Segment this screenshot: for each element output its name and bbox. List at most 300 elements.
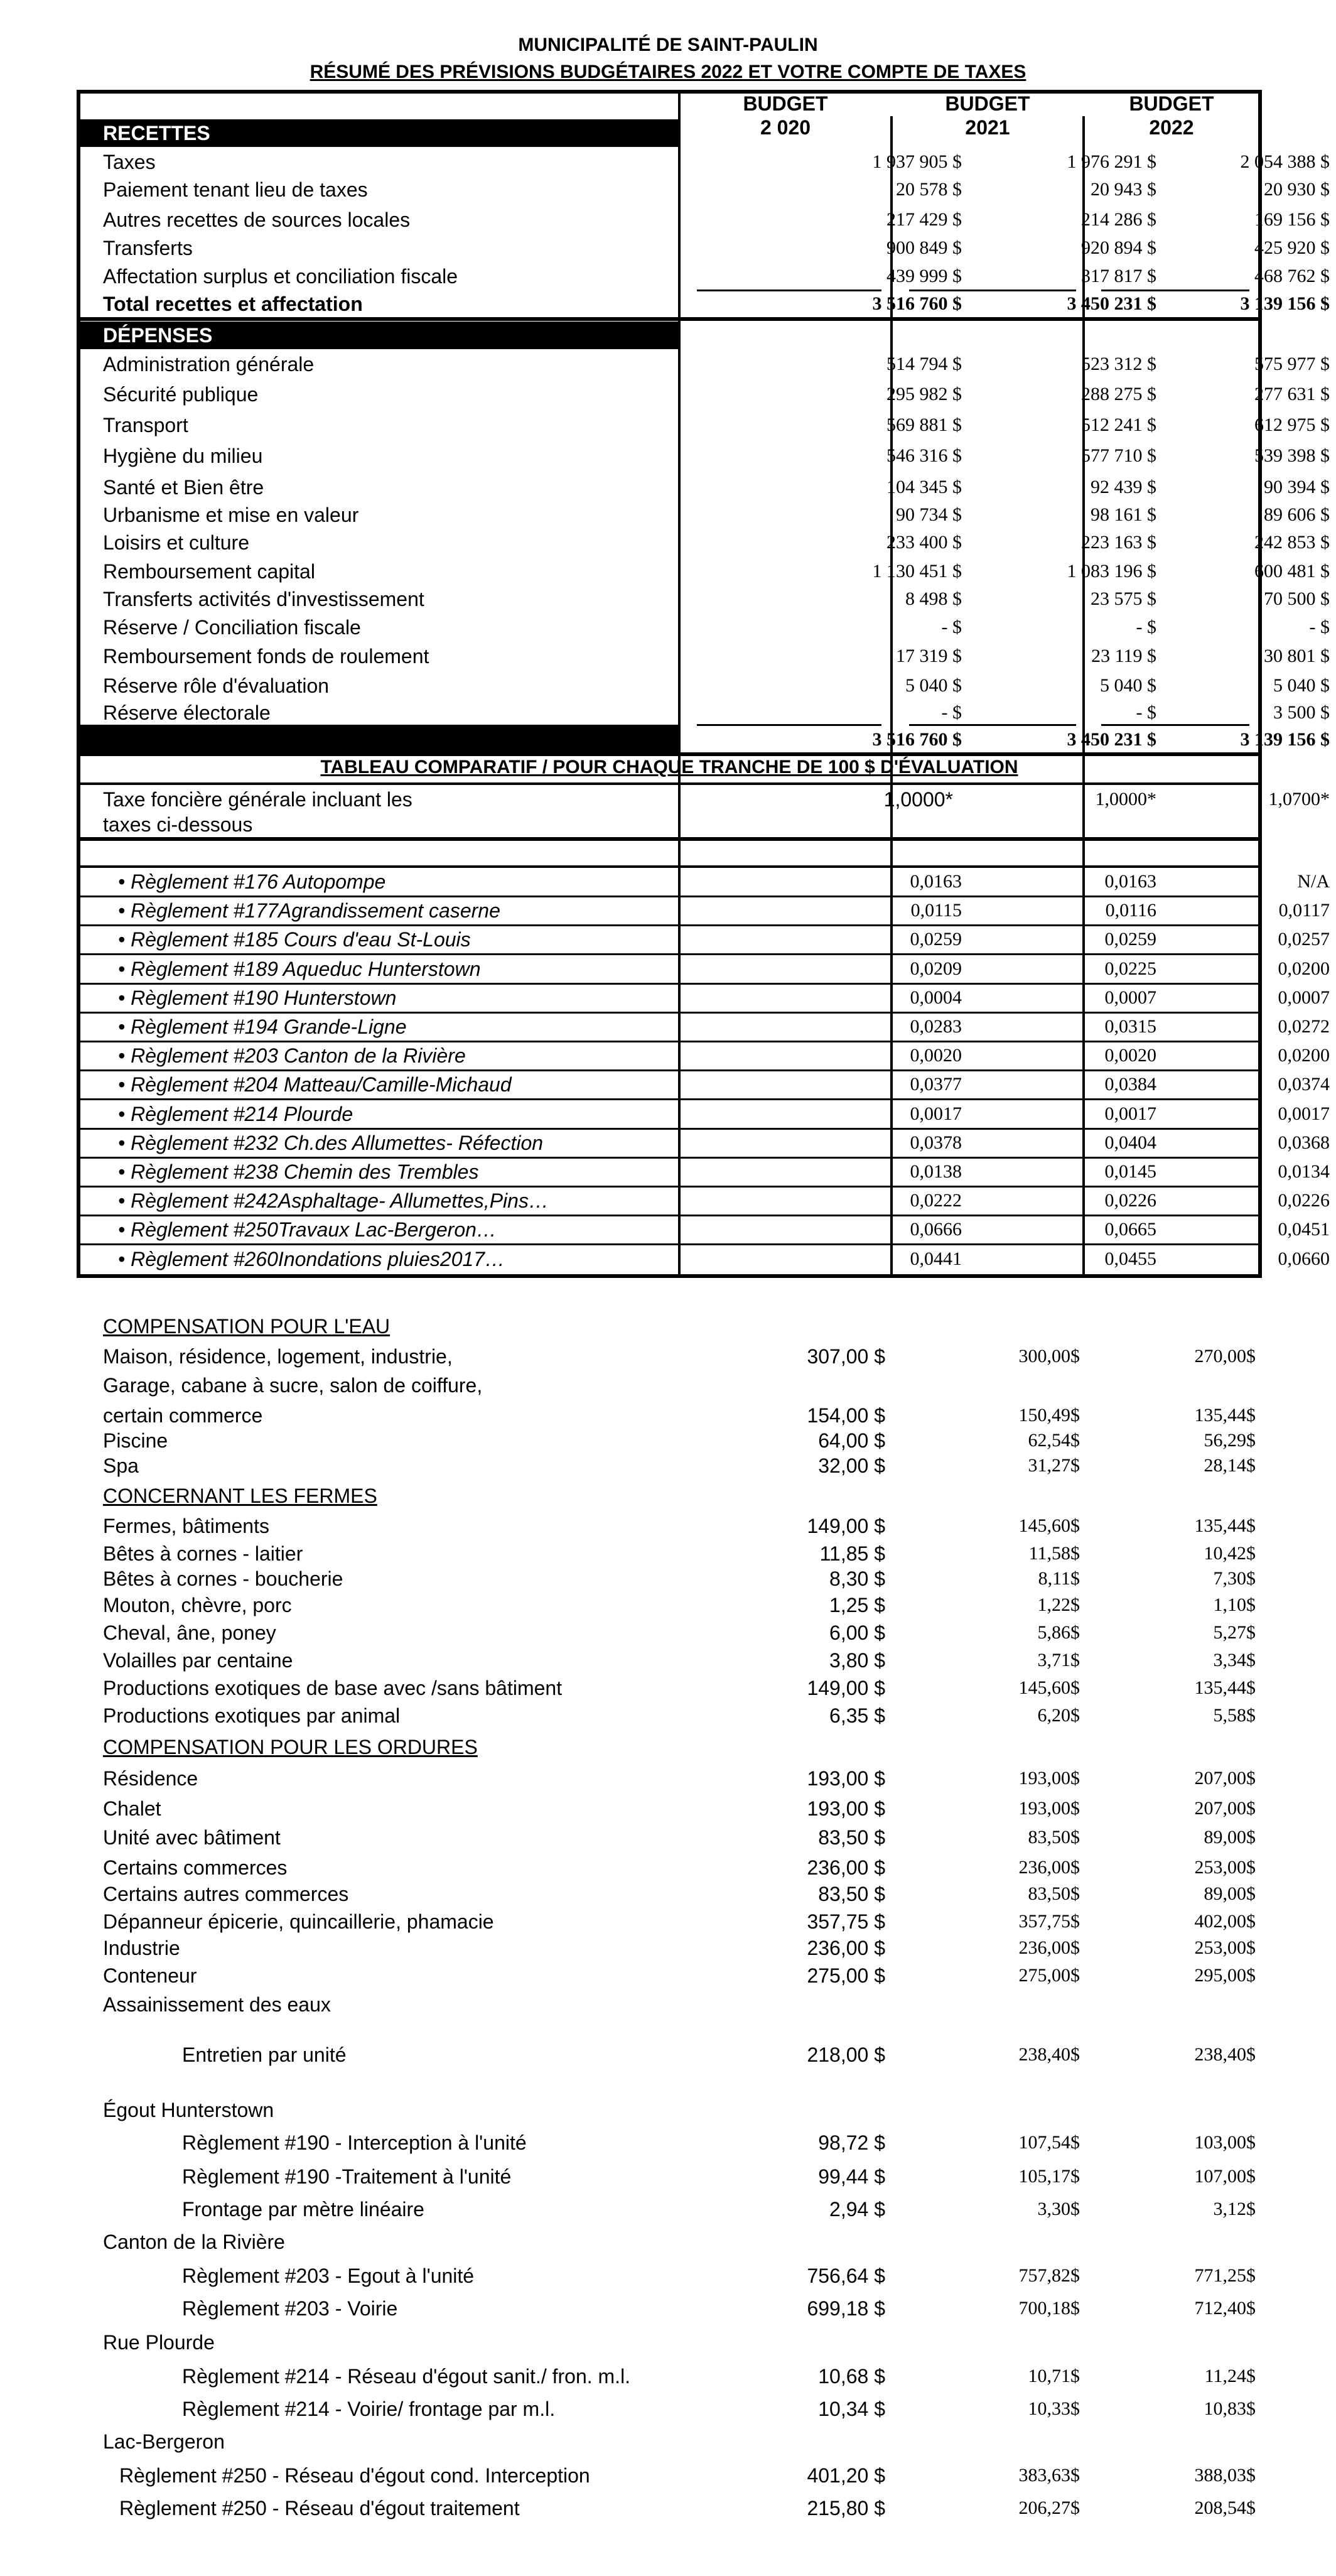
row-value: 3 516 760 $: [872, 729, 962, 750]
row-value: 1,25 $: [829, 1594, 885, 1616]
row-value: 712,40$: [1194, 2298, 1256, 2319]
row-value: 5 040 $: [1273, 675, 1330, 696]
row-value: 10,42$: [1204, 1543, 1256, 1564]
reglement-row: [80, 984, 1330, 1012]
row-value: 0,0368: [1278, 1132, 1330, 1153]
recettes-row: [80, 234, 1330, 262]
row-label: Loisirs et culture: [103, 531, 249, 554]
row-value: 3,12$: [1213, 2199, 1256, 2219]
compensation-row: [0, 1564, 1336, 1594]
row-value: 0,0441: [910, 1248, 962, 1269]
depenses-row: [80, 558, 1330, 585]
row-value: 17 319 $: [896, 646, 962, 666]
row-value: 539 398 $: [1254, 445, 1330, 466]
row-label: Santé et Bien être: [103, 476, 264, 499]
row-label: Unité avec bâtiment: [103, 1826, 281, 1849]
row-label: Frontage par mètre linéaire: [182, 2198, 424, 2221]
row-value: 83,50 $: [818, 1883, 885, 1905]
row-value: 90 394 $: [1264, 477, 1330, 497]
row-value: 20 943 $: [1091, 179, 1156, 200]
row-value: 0,0374: [1278, 1074, 1330, 1095]
compensation-row: [0, 1511, 1336, 1541]
reglement-row: [80, 1129, 1330, 1157]
row-value: 193,00 $: [807, 1767, 885, 1790]
row-label: Règlement #203 - Voirie: [182, 2297, 398, 2320]
row-value: 89,00$: [1204, 1827, 1256, 1848]
row-value: 383,63$: [1018, 2465, 1080, 2486]
depenses-heading: DÉPENSES: [80, 322, 680, 349]
row-label: Conteneur: [103, 1964, 197, 1987]
row-value: N/A: [1297, 871, 1330, 892]
row-value: - $: [941, 702, 962, 723]
row-value: 3,34$: [1213, 1650, 1256, 1670]
compensation-row: [0, 2194, 1336, 2224]
compensation-row: [0, 2394, 1336, 2424]
row-value: 1 976 291 $: [1067, 151, 1156, 172]
row-label: CONCERNANT LES FERMES: [103, 1485, 377, 1507]
reglement-row: [80, 1042, 1330, 1069]
compensation-row: [0, 1907, 1336, 1937]
row-value: 149,00 $: [807, 1515, 885, 1537]
row-value: 236,00 $: [807, 1856, 885, 1879]
compensation-row: [0, 1822, 1336, 1853]
row-label: Règlement #250 - Réseau d'égout cond. Interception: [119, 2464, 590, 2487]
row-value: 0,0115: [910, 900, 962, 921]
reglement-row: [80, 868, 1330, 896]
reglement-row: [80, 955, 1330, 983]
row-value: 1,10$: [1213, 1594, 1256, 1615]
row-value: 575 977 $: [1254, 354, 1330, 374]
row-value: 236,00$: [1018, 1937, 1080, 1958]
row-value: 0,0404: [1104, 1132, 1156, 1153]
compensation-row: [0, 1763, 1336, 1794]
row-value: 99,44 $: [818, 2165, 885, 2188]
row-label: • Règlement #194 Grande-Ligne: [118, 1015, 407, 1038]
row-value: 3 500 $: [1273, 702, 1330, 723]
row-value: 6,35 $: [829, 1704, 885, 1727]
row-value: 514 794 $: [886, 354, 962, 374]
row-value: 0,0007: [1104, 987, 1156, 1008]
row-value: 11,85 $: [819, 1542, 885, 1565]
row-value: 0,0116: [1105, 900, 1156, 921]
row-value: 295,00$: [1194, 1965, 1256, 1986]
row-value: 1,22$: [1037, 1594, 1080, 1615]
row-label: Bêtes à cornes - boucherie: [103, 1567, 343, 1590]
row-value: 5,86$: [1037, 1622, 1080, 1643]
row-value: 0,0272: [1278, 1016, 1330, 1037]
row-divider: [77, 837, 1262, 841]
row-value: 0,0200: [1278, 1045, 1330, 1066]
row-label: Rue Plourde: [103, 2331, 215, 2354]
row-value: 0,0134: [1278, 1161, 1330, 1182]
row-label: Transferts: [103, 237, 193, 259]
row-value: 0,0017: [1104, 1103, 1156, 1124]
row-value: 0,0283: [910, 1016, 962, 1037]
column-header-2021: BUDGET 2021: [945, 92, 1030, 139]
row-value: 10,34 $: [818, 2398, 885, 2420]
row-value: 7,30$: [1213, 1568, 1256, 1589]
row-value: 512 241 $: [1081, 414, 1156, 435]
row-value: 0,0222: [910, 1190, 962, 1211]
row-value: 154,00 $: [807, 1404, 885, 1427]
column-header-2022: BUDGET 2022: [1129, 92, 1214, 139]
reglement-row: [80, 1013, 1330, 1041]
row-value: 425 920 $: [1254, 237, 1330, 258]
row-value: - $: [1309, 617, 1330, 637]
depenses-row: [80, 411, 1330, 439]
row-label: • Règlement #177Agrandissement caserne: [118, 899, 500, 922]
row-value: 0,0020: [1104, 1045, 1156, 1066]
row-label: Assainissement des eaux: [103, 1993, 331, 2016]
row-label: • Règlement #242Asphaltage- Allumettes,Pins…: [118, 1189, 549, 1212]
row-value: 546 316 $: [886, 445, 962, 466]
row-label: Urbanisme et mise en valeur: [103, 504, 359, 526]
row-value: 62,54$: [1028, 1430, 1080, 1451]
row-label: Lac-Bergeron: [103, 2430, 225, 2453]
row-label: Productions exotiques par animal: [103, 1704, 401, 1727]
row-value: 0,0017: [1278, 1103, 1330, 1124]
row-value: 3 450 231 $: [1067, 293, 1156, 314]
row-value: 238,40$: [1194, 2044, 1256, 2065]
row-value: 275,00$: [1018, 1965, 1080, 1986]
row-label: COMPENSATION POUR L'EAU: [103, 1315, 391, 1338]
comparatif-heading: TABLEAU COMPARATIF / POUR CHAQUE TRANCHE DE 100 $ D'ÉVALUATION: [320, 757, 1018, 777]
page-subtitle: RÉSUMÉ DES PRÉVISIONS BUDGÉTAIRES 2022 ET VOTRE COMPTE DE TAXES: [310, 62, 1026, 82]
recettes-row: [80, 176, 1330, 203]
row-value: 3 139 156 $: [1240, 293, 1330, 314]
compensation-row: [0, 2128, 1336, 2158]
row-value: 0,0259: [910, 929, 962, 950]
row-label: Garage, cabane à sucre, salon de coiffure,: [103, 1374, 483, 1397]
depenses-row: [80, 350, 1330, 378]
row-value: 401,20 $: [807, 2464, 885, 2487]
row-value: 20 930 $: [1264, 179, 1330, 200]
row-value: 10,33$: [1028, 2398, 1080, 2419]
row-label: Total recettes et affectation: [103, 293, 363, 315]
row-label: Administration générale: [103, 353, 315, 376]
depenses-row: [80, 699, 1330, 727]
compensation-row: [0, 2095, 1336, 2125]
compensation-row: [0, 1341, 1336, 1372]
compensation-row: [0, 2162, 1336, 2192]
subtotal-rule: [909, 290, 1076, 291]
row-label: Paiement tenant lieu de taxes: [103, 178, 368, 201]
taxe-fonciere-row-2: taxes ci-dessous: [103, 813, 253, 836]
row-value: 0,0226: [1104, 1190, 1156, 1211]
row-label: • Règlement #176 Autopompe: [118, 870, 386, 893]
row-value: 83,50$: [1028, 1827, 1080, 1848]
row-value: - $: [1136, 617, 1156, 637]
total-depenses-bar: [80, 725, 680, 752]
row-value: 28,14$: [1204, 1455, 1256, 1476]
compensation-heading: [0, 1732, 1336, 1762]
column-header-2020: BUDGET 2 020: [743, 92, 828, 139]
row-value: 10,68 $: [818, 2365, 885, 2388]
row-value: 23 119 $: [1091, 646, 1156, 666]
row-label: Transferts activités d'investissement: [103, 588, 424, 610]
compensation-row: [0, 1618, 1336, 1648]
row-value: 0,0145: [1104, 1161, 1156, 1182]
row-value: 31,27$: [1028, 1455, 1080, 1476]
recettes-row: [80, 148, 1330, 176]
row-label: Règlement #214 - Réseau d'égout sanit./ fron. m.l.: [182, 2365, 631, 2388]
row-value: 6,20$: [1037, 1705, 1080, 1726]
row-label: Dépanneur épicerie, quincaillerie, phamacie: [103, 1910, 494, 1933]
row-value: 217 429 $: [886, 209, 962, 230]
row-label: Piscine: [103, 1429, 168, 1452]
row-value: 357,75 $: [807, 1910, 885, 1933]
subtotal-rule: [909, 724, 1076, 726]
row-label: • Règlement #232 Ch.des Allumettes- Réfection: [118, 1132, 544, 1154]
row-value: 0,0665: [1104, 1219, 1156, 1240]
row-value: 83,50 $: [818, 1826, 885, 1849]
row-value: 0,0666: [910, 1219, 962, 1240]
depenses-row: [80, 672, 1330, 700]
depenses-row: [80, 585, 1330, 613]
row-value: 56,29$: [1204, 1430, 1256, 1451]
row-value: 236,00$: [1018, 1857, 1080, 1878]
recettes-row: [80, 206, 1330, 234]
row-label: Égout Hunterstown: [103, 2099, 274, 2121]
row-value: 20 578 $: [896, 179, 962, 200]
row-value: - $: [1136, 702, 1156, 723]
row-value: 64,00 $: [818, 1429, 885, 1452]
row-value: 83,50$: [1028, 1883, 1080, 1904]
row-value: 277 631 $: [1254, 384, 1330, 404]
row-value: 468 762 $: [1254, 266, 1330, 286]
reglement-row: [80, 1216, 1330, 1243]
row-value: 8,11$: [1038, 1568, 1080, 1589]
compensation-row: [0, 2361, 1336, 2391]
page-title: MUNICIPALITÉ DE SAINT-PAULIN: [518, 35, 818, 55]
reglement-row: [80, 897, 1330, 924]
row-value: 135,44$: [1194, 1677, 1256, 1698]
row-value: 242 853 $: [1254, 532, 1330, 553]
row-label: Réserve électorale: [103, 701, 271, 724]
row-value: 90 734 $: [896, 504, 962, 525]
row-label: Fermes, bâtiments: [103, 1515, 269, 1537]
row-value: 0,0315: [1104, 1016, 1156, 1037]
row-value: 145,60$: [1018, 1677, 1080, 1698]
row-label: • Règlement #190 Hunterstown: [118, 987, 397, 1009]
row-value: 0,0138: [910, 1161, 962, 1182]
row-value: 193,00$: [1018, 1798, 1080, 1819]
row-value: 104 345 $: [886, 477, 962, 497]
row-value: 193,00$: [1018, 1768, 1080, 1789]
row-value: 149,00 $: [807, 1677, 885, 1699]
row-value: 5 040 $: [905, 675, 962, 696]
row-value: 288 275 $: [1081, 384, 1156, 404]
row-value: 439 999 $: [886, 266, 962, 286]
row-value: 0,0209: [910, 958, 962, 979]
depenses-row: [80, 442, 1330, 470]
row-label: Entretien par unité: [182, 2043, 347, 2066]
compensation-heading: [0, 1311, 1336, 1341]
row-value: 388,03$: [1194, 2465, 1256, 2486]
row-value: 600 481 $: [1254, 561, 1330, 582]
row-label: Canton de la Rivière: [103, 2231, 285, 2253]
depenses-row: [80, 529, 1330, 556]
taxe-fonciere-row: Taxe foncière générale incluant les 1,0000* 1,0000* 1,0700*: [103, 788, 1330, 811]
row-value: 32,00 $: [818, 1454, 885, 1477]
row-value: 98,72 $: [818, 2131, 885, 2154]
row-value: 3 139 156 $: [1240, 729, 1330, 750]
compensation-heading: [0, 1481, 1336, 1511]
row-value: 236,00 $: [807, 1937, 885, 1959]
row-value: 10,83$: [1204, 2398, 1256, 2419]
row-label: Réserve rôle d'évaluation: [103, 674, 330, 697]
row-value: 98 161 $: [1091, 504, 1156, 525]
row-label: Spa: [103, 1454, 139, 1477]
row-value: 900 849 $: [886, 237, 962, 258]
row-label: • Règlement #250Travaux Lac-Bergeron…: [118, 1218, 497, 1241]
row-value: 275,00 $: [807, 1964, 885, 1987]
row-value: 0,0200: [1278, 958, 1330, 979]
row-value: 0,0225: [1104, 958, 1156, 979]
row-value: 10,71$: [1028, 2366, 1080, 2386]
reglement-row: [80, 1071, 1330, 1098]
row-label: • Règlement #214 Plourde: [118, 1103, 353, 1125]
row-label: Règlement #203 - Egout à l'unité: [182, 2265, 475, 2287]
row-label: Volailles par centaine: [103, 1649, 293, 1672]
row-value: 135,44$: [1194, 1515, 1256, 1536]
subtotal-rule: [1101, 290, 1249, 291]
row-value: 207,00$: [1194, 1798, 1256, 1819]
recettes-total-row: [80, 290, 1330, 318]
section-divider: [77, 317, 1262, 321]
row-value: 169 156 $: [1254, 209, 1330, 230]
compensation-row: [0, 1701, 1336, 1731]
row-value: 11,24$: [1204, 2366, 1256, 2386]
row-value: 11,58$: [1028, 1543, 1080, 1564]
row-value: 920 894 $: [1081, 237, 1156, 258]
reglement-row: [80, 1100, 1330, 1128]
row-value: 523 312 $: [1081, 354, 1156, 374]
depenses-row: [80, 642, 1330, 670]
row-value: 1 130 451 $: [872, 561, 962, 582]
row-label: Remboursement capital: [103, 560, 315, 583]
row-label: Règlement #214 - Voirie/ frontage par m.l.: [182, 2398, 556, 2420]
compensation-row: [0, 2227, 1336, 2257]
depenses-row: [80, 474, 1330, 501]
row-value: 357,75$: [1018, 1911, 1080, 1932]
row-label: • Règlement #185 Cours d'eau St-Louis: [118, 928, 471, 951]
row-value: 402,00$: [1194, 1911, 1256, 1932]
row-value: 756,64 $: [807, 2265, 885, 2287]
row-value: 1 937 905 $: [872, 151, 962, 172]
row-label: • Règlement #260Inondations pluies2017…: [118, 1248, 505, 1270]
row-value: 193,00 $: [807, 1797, 885, 1820]
row-value: 253,00$: [1194, 1937, 1256, 1958]
subtotal-rule: [697, 290, 881, 291]
row-value: 207,00$: [1194, 1768, 1256, 1789]
row-value: 0,0451: [1278, 1219, 1330, 1240]
compensation-row: [0, 1794, 1336, 1824]
compensation-row: [0, 2327, 1336, 2357]
compensation-row: [0, 1370, 1336, 1400]
row-value: 105,17$: [1018, 2166, 1080, 2187]
row-label: Chalet: [103, 1797, 161, 1820]
row-value: 0,0226: [1278, 1190, 1330, 1211]
row-label: Certains autres commerces: [103, 1883, 349, 1905]
row-value: 270,00$: [1194, 1346, 1256, 1366]
compensation-row: [0, 1933, 1336, 1963]
row-value: 577 710 $: [1081, 445, 1156, 466]
row-label: Mouton, chèvre, porc: [103, 1594, 292, 1616]
row-label: • Règlement #204 Matteau/Camille-Michaud: [118, 1073, 512, 1096]
row-label: Réserve / Conciliation fiscale: [103, 616, 361, 639]
row-value: 206,27$: [1018, 2498, 1080, 2518]
row-value: - $: [941, 617, 962, 637]
depenses-row: [80, 614, 1330, 641]
row-label: Cheval, âne, poney: [103, 1621, 276, 1644]
compensation-row: [0, 2293, 1336, 2324]
row-value: 70 500 $: [1264, 588, 1330, 609]
row-value: 0,0257: [1278, 929, 1330, 950]
compensation-row: [0, 1879, 1336, 1909]
compensation-row: [0, 2427, 1336, 2457]
row-value: 6,00 $: [829, 1621, 885, 1644]
row-label: • Règlement #238 Chemin des Trembles: [118, 1161, 479, 1183]
row-value: 2,94 $: [829, 2198, 885, 2221]
row-value: 699,18 $: [807, 2297, 885, 2320]
row-value: 0,0020: [910, 1045, 962, 1066]
row-label: Maison, résidence, logement, industrie,: [103, 1345, 453, 1368]
row-value: 8,30 $: [829, 1567, 885, 1590]
row-value: 300,00$: [1018, 1346, 1080, 1366]
row-value: 569 881 $: [886, 414, 962, 435]
row-value: 295 982 $: [886, 384, 962, 404]
row-value: 223 163 $: [1081, 532, 1156, 553]
row-value: 0,0384: [1104, 1074, 1156, 1095]
row-value: 771,25$: [1194, 2265, 1256, 2286]
row-label: COMPENSATION POUR LES ORDURES: [103, 1736, 478, 1758]
row-value: 612 975 $: [1254, 414, 1330, 435]
row-value: 700,18$: [1018, 2298, 1080, 2319]
depenses-row: [80, 381, 1330, 408]
row-label: Remboursement fonds de roulement: [103, 645, 429, 668]
row-value: 238,40$: [1018, 2044, 1080, 2065]
row-value: 3 516 760 $: [872, 293, 962, 314]
depenses-row: [80, 501, 1330, 529]
row-value: 214 286 $: [1081, 209, 1156, 230]
row-value: 3,71$: [1037, 1650, 1080, 1670]
reglement-row: [80, 926, 1330, 953]
row-value: 307,00 $: [807, 1345, 885, 1368]
compensation-row: [0, 1645, 1336, 1675]
row-value: 3,30$: [1037, 2199, 1080, 2219]
row-value: 89,00$: [1204, 1883, 1256, 1904]
row-value: 92 439 $: [1091, 477, 1156, 497]
row-value: 30 801 $: [1264, 646, 1330, 666]
row-value: 0,0660: [1278, 1248, 1330, 1269]
row-label: Règlement #190 - Interception à l'unité: [182, 2131, 527, 2154]
compensation-row: [0, 1853, 1336, 1883]
compensation-row: [0, 1451, 1336, 1481]
row-value: 5,58$: [1213, 1705, 1256, 1726]
row-value: 0,0377: [910, 1074, 962, 1095]
row-value: 0,0259: [1104, 929, 1156, 950]
row-value: 0,0163: [1104, 871, 1156, 892]
compensation-row: [0, 1590, 1336, 1620]
row-value: 253,00$: [1194, 1857, 1256, 1878]
section-divider: [77, 782, 1262, 785]
row-label: Industrie: [103, 1937, 180, 1959]
row-value: 107,00$: [1194, 2166, 1256, 2187]
row-label: Taxes: [103, 151, 156, 173]
row-label: • Règlement #189 Aqueduc Hunterstown: [118, 958, 481, 980]
row-value: 150,49$: [1018, 1405, 1080, 1426]
